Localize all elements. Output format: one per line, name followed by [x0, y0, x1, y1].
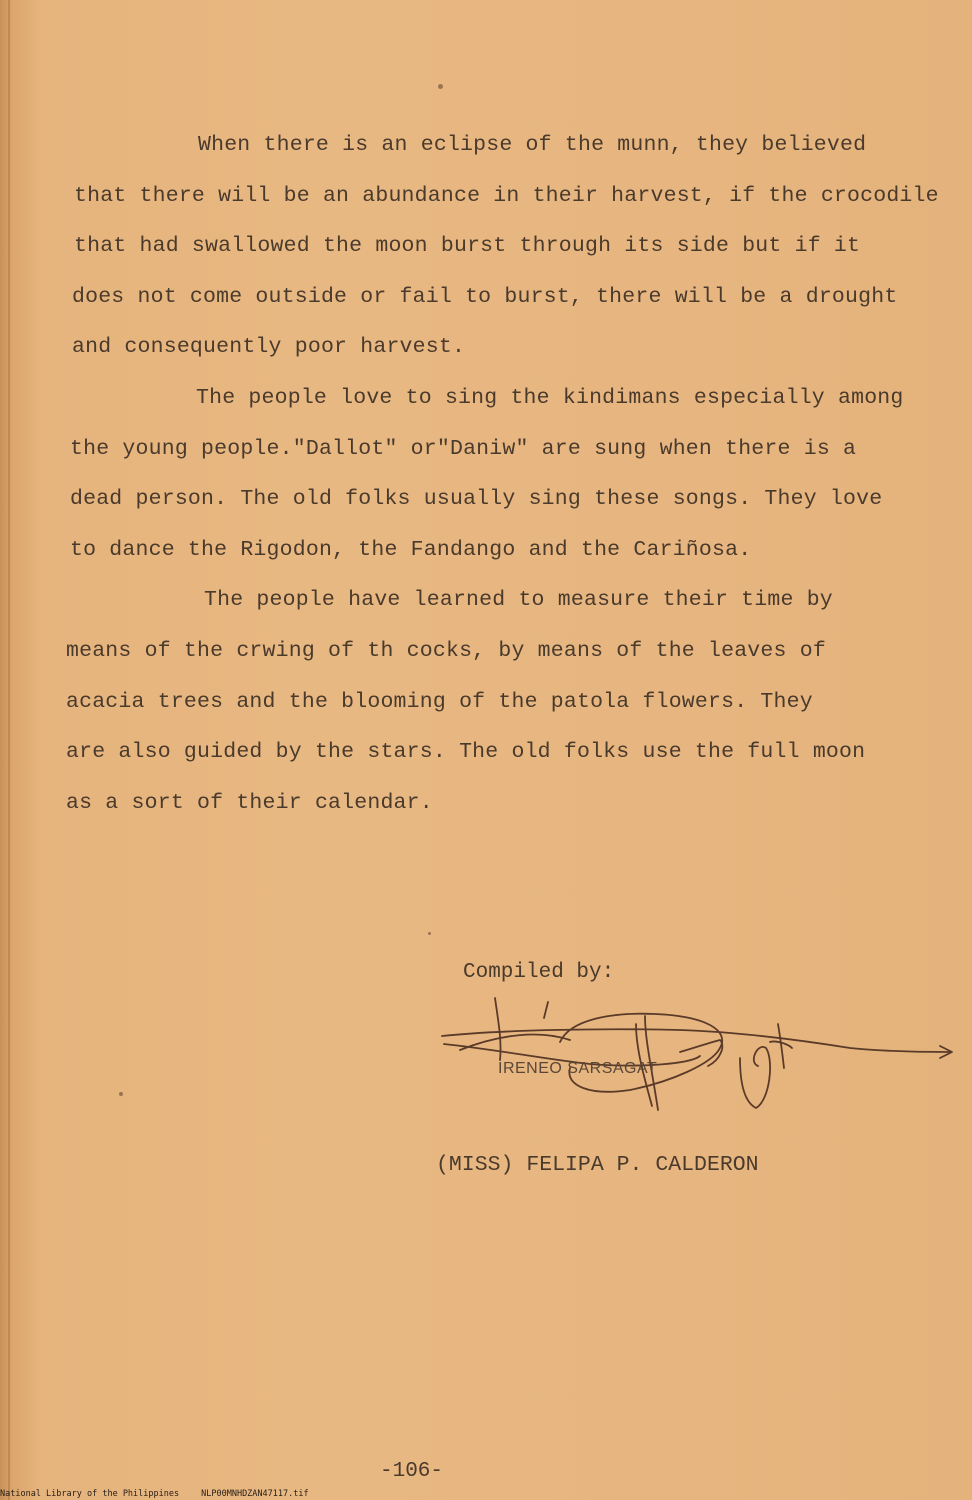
paragraph-songs — [66, 373, 926, 575]
paragraph-time — [66, 575, 926, 828]
text-line: The people have learned to measure their time by — [204, 588, 833, 613]
scan-footer — [0, 1488, 331, 1500]
text-line: and consequently poor harvest. — [72, 335, 466, 360]
text-line: that had swallowed the moon burst through its side but if it — [74, 234, 861, 259]
signature-stamp-name: IRENEO SARSAGAT — [498, 1060, 658, 1077]
paragraph-eclipse — [66, 120, 939, 373]
text-line: When there is an eclipse of the munn, they believed — [198, 133, 867, 157]
footer-library: National Library of the Philippines — [0, 1489, 180, 1499]
typed-name: (MISS) FELIPA P. CALDERON — [436, 1153, 759, 1177]
text-line: as a sort of their calendar. — [66, 790, 433, 815]
ink-speck — [428, 932, 431, 935]
margin-line — [8, 0, 10, 1500]
compiled-by-label: Compiled by: — [463, 961, 615, 984]
text-line: the young people."Dallot" or"Daniw" are sung when there is a — [70, 436, 857, 461]
page-number: -106- — [380, 1460, 444, 1483]
ink-speck — [119, 1092, 123, 1096]
text-line: means of the crwing of th cocks, by means of the leaves of — [66, 638, 826, 663]
text-line: acacia trees and the blooming of the patola flowers. They — [66, 689, 813, 714]
text-line: that there will be an abundance in their harvest, if the crocodile — [74, 183, 939, 208]
text-line: are also guided by the stars. The old folks use the full moon — [66, 740, 866, 765]
text-line: The people love to sing the kindimans especially among — [196, 385, 904, 410]
text-line: dead person. The old folks usually sing these songs. They love — [70, 487, 883, 512]
text-line: does not come outside or fail to burst, there will be a drought — [72, 284, 898, 309]
handwritten-signature — [440, 990, 960, 1120]
ink-speck — [438, 84, 443, 89]
text-line: to dance the Rigodon, the Fandango and the Cariñosa. — [70, 537, 752, 562]
body-text — [66, 120, 939, 828]
footer-filename: NLP00MNHDZAN47117.tif — [201, 1489, 309, 1499]
